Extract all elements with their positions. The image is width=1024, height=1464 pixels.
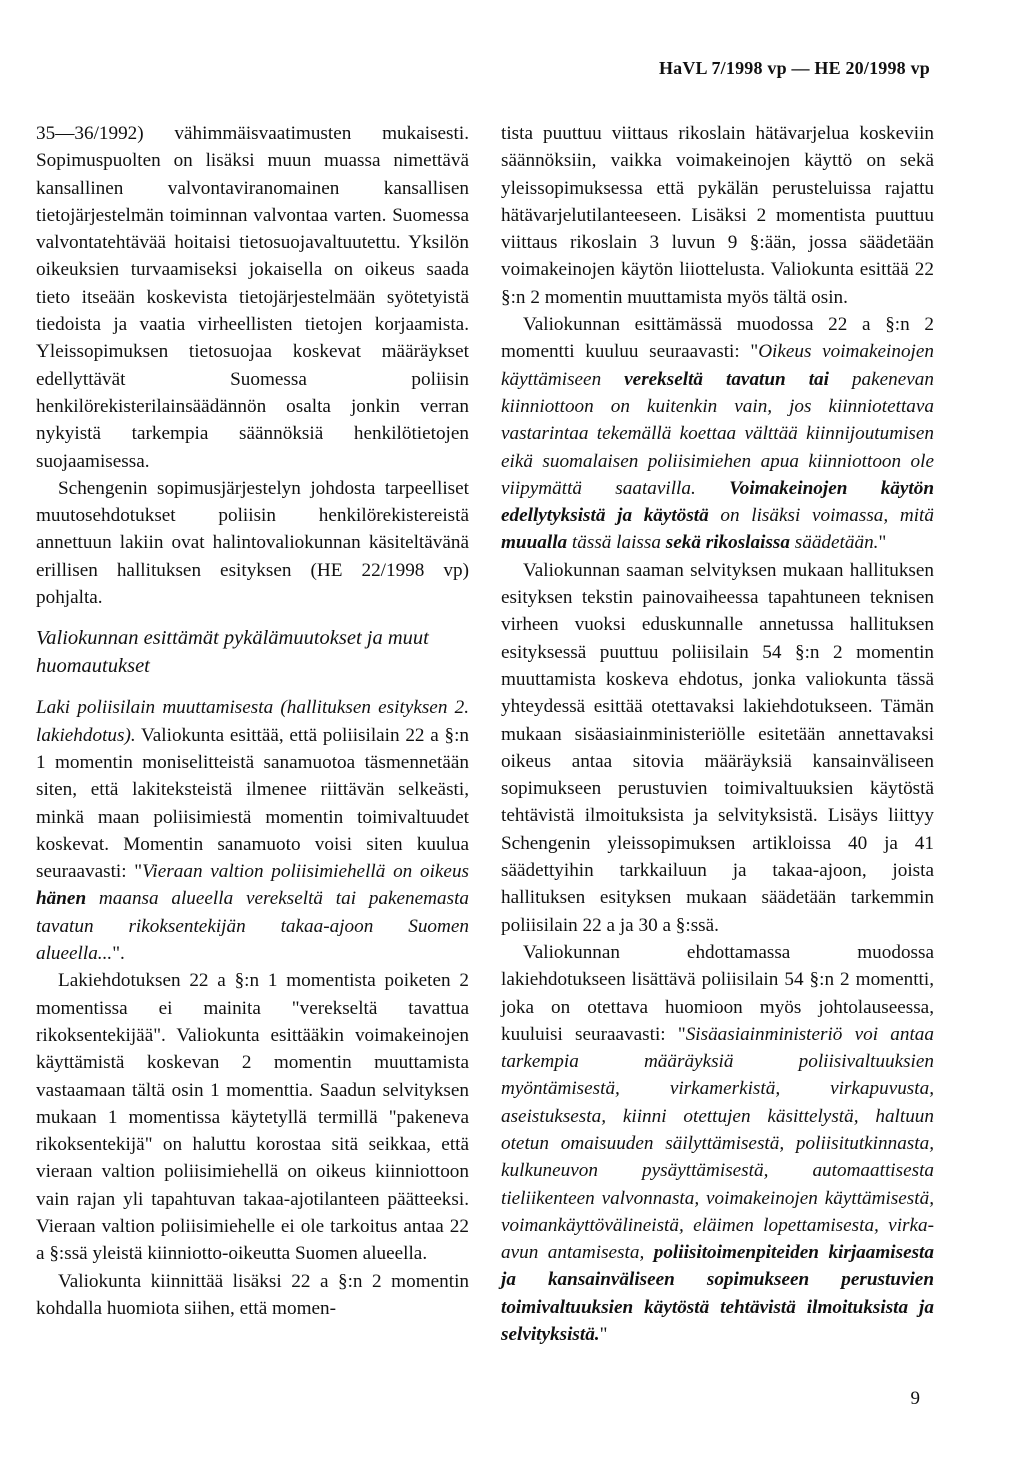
- right-paragraph-1: tista puuttuu viittaus rikoslain hätävarjelua koskeviin säännöksiin, vaikka voimakeinojen käyttö on sekä yleissopimuksessa että pykälän perusteluissa rajattu hätävarjelutilanteeseen. Lisäksi 2 momentista puuttuu viittaus rikoslain 3 luvun 9 §:ään, jossa säädetään voimakeinojen käytön liiottelusta. Valiokunta esittää 22 §:n 2 momentin muuttamista myös tältä osin.: [501, 123, 934, 308]
- right-paragraph-2: [501, 311, 934, 557]
- quote-2-part-3: on lisäksi voimassa, mitä: [708, 505, 934, 527]
- quote-2-part-2: pakenevan kiinniottoon on kuitenkin vain, jos kiinniotettava vastarintaa tekemällä koettaa välttää kiinnijoutumisen eikä suomalaisen poliisimiehen apua kiinniottoon ole viipymättä saatavilla.: [501, 368, 934, 499]
- quote-2-emphasis-4: sekä rikoslaissa: [665, 532, 790, 554]
- left-column: [36, 120, 469, 1322]
- left-paragraph-3-text: Valiokunta esittää, että poliisilain 22 a §:n 1 momentin moniselitteistä sanamuotoa täsmennetään siten, että lakiteksteistä ilmenee riittävän selkeästi, minkä maan poliisimiestä momentin toimivaltuudet koskevat. Momentin sanamuoto voisi siten kuulua seuraavasti: ": [36, 724, 469, 883]
- quote-2-emphasis-1: verekseltä tavatun tai: [624, 368, 829, 390]
- quote-emphasis: hänen: [36, 888, 87, 910]
- quote-2-part-5: säädetään.: [789, 532, 879, 554]
- quote-part-b: maansa alueella verekseltä tai pakenemasta tavatun rikoksentekijän takaa-ajoon Suomen alueella...: [36, 888, 469, 965]
- page-number: 9: [910, 1388, 920, 1409]
- quote-2-emphasis-2: Voimakeinojen käytön edellytyksistä ja käytöstä: [501, 477, 934, 527]
- section-heading: Valiokunnan esittämät pykälämuutokset ja muut huomautukset: [36, 627, 429, 677]
- running-head: HaVL 7/1998 vp — HE 20/1998 vp: [658, 58, 930, 78]
- quote-end: ".: [112, 943, 125, 965]
- quote-3-part-1: Sisäasiainministeriö voi antaa tarkempia määräyksiä poliisivaltuuksien myöntämisestä, virkamerkistä, virkapuvusta, aseistuksesta, kiinni otettujen käsittelystä, haltuun otetun omaisuuden säilyttämisestä, poliisitutkinnasta, kulkuneuvon pysäyttämisestä, automaattisesta tieliikenteen valvonnasta, voimakeinojen käyttämisestä, voimankäyttövälineistä, eläimen lopettamisesta, virka-avun antamisesta,: [501, 1023, 934, 1264]
- left-paragraph-1: 35—36/1992) vähimmäisvaatimusten mukaisesti. Sopimuspuolten on lisäksi muun muassa nimettävä kansallinen valvontaviranomainen kansallisen tietojärjestelmän toiminnan valvontaa varten. Suomessa valvontatehtävää hoitaisi tietosuojavaltuutettu. Yksilön oikeuksien turvaamiseksi jokaisella on oikeus saada tieto itseään koskevista tietojärjestelmään syötetyistä tiedoista ja vaatia virheellisten tietojen korjaamista. Yleissopimuksen tietosuojaa koskevat määräykset edellyttävät Suomessa poliisin henkilörekisterilainsäädännön osalta jonkin verran nykyistä tarkempia säännöksiä henkilötietojen suojaamisessa.: [36, 123, 469, 472]
- left-paragraph-3: [36, 694, 469, 967]
- left-paragraph-4: Lakiehdotuksen 22 a §:n 1 momentista poiketen 2 momentissa ei mainita "verekseltä tavattua rikoksentekijää". Valiokunta esittääkin voimakeinojen käyttämistä koskevan 2 momentin muuttamista vastaamaan tältä osin 1 momenttia. Saadun selvityksen mukaan 1 momentissa käytetyllä termillä "pakeneva rikoksentekijä" on haluttu korostaa sitä seikkaa, että vieraan valtion poliisimiehellä on oikeus kiinniottoon vain rajan yli tapahtuvan takaa-ajotilanteen päätteeksi. Vieraan valtion poliisimiehelle ei ole tarkoitus antaa 22 a §:ssä yleistä kiinniotto-oikeutta Suomen alueella.: [36, 970, 469, 1265]
- left-paragraph-2: Schengenin sopimusjärjestelyn johdosta tarpeelliset muutosehdotukset poliisin henkilörekistereistä annettuun lakiin ovat halintovaliokunnan käsiteltävänä erillisen hallituksen esityksen (HE 22/1998 vp) pohjalta.: [36, 477, 469, 609]
- quote-part-a: Vieraan valtion poliisimiehellä on oikeus: [142, 861, 470, 883]
- quote-2-end: ": [878, 532, 887, 554]
- quote-2-part-4: tässä laissa: [567, 532, 666, 554]
- right-paragraph-2-text: Valiokunnan esittämässä muodossa 22 a §:n 2 momentti kuuluu seuraavasti: ": [501, 314, 934, 363]
- law-title: Laki poliisilain muuttamisesta (hallituksen esityksen 2. lakiehdotus).: [36, 697, 469, 746]
- right-column: [501, 120, 934, 1348]
- quote-3-emphasis: poliisitoimenpiteiden kirjaamisesta ja kansainväliseen sopimukseen perustuvien toimivaltuuksien käytöstä tehtävistä ilmoituksista ja selvityksistä.: [501, 1242, 934, 1346]
- right-paragraph-4: [501, 939, 934, 1348]
- right-paragraph-3: Valiokunnan saaman selvityksen mukaan hallituksen esityksen tekstin painovaiheessa tapahtuneen teknisen virheen vuoksi eduskunnalle annetussa hallituksen esityksessä puuttuu poliisilain 54 §:n 2 momentin muuttamista koskeva ehdotus, jonka valiokunta tässä yhteydessä esittää otettavaksi lakiehdotukseen. Tämän mukaan sisäasiainministeriölle esitetään annettavaksi oikeus antaa sitovia määräyksiä kansainväliseen sopimukseen perustuvien toimivaltuuksien käytöstä tehtävistä ilmoituksista ja selvityksistä. Lisäys liittyy Schengenin yleissopimuksen artikloissa 40 ja 41 säädettyihin tarkkailuun ja takaa-ajoon, joista hallituksen esityksen mukaan säädetään tarkemmin poliisilain 22 a ja 30 a §:ssä.: [501, 559, 934, 936]
- quote-2-part-1: Oikeus voimakeinojen käyttämiseen: [501, 341, 934, 390]
- right-paragraph-4-text: Valiokunnan ehdottamassa muodossa lakiehdotukseen lisättävä poliisilain 54 §:n 2 momentti, joka on otettava huomioon myös johtolauseessa, kuuluisi seuraavasti: ": [501, 941, 934, 1045]
- left-paragraph-5: Valiokunta kiinnittää lisäksi 22 a §:n 2 momentin kohdalla huomiota siihen, että momen-: [36, 1270, 469, 1319]
- quote-3-end: ": [599, 1324, 608, 1346]
- quote-2-emphasis-3: muualla: [501, 532, 568, 554]
